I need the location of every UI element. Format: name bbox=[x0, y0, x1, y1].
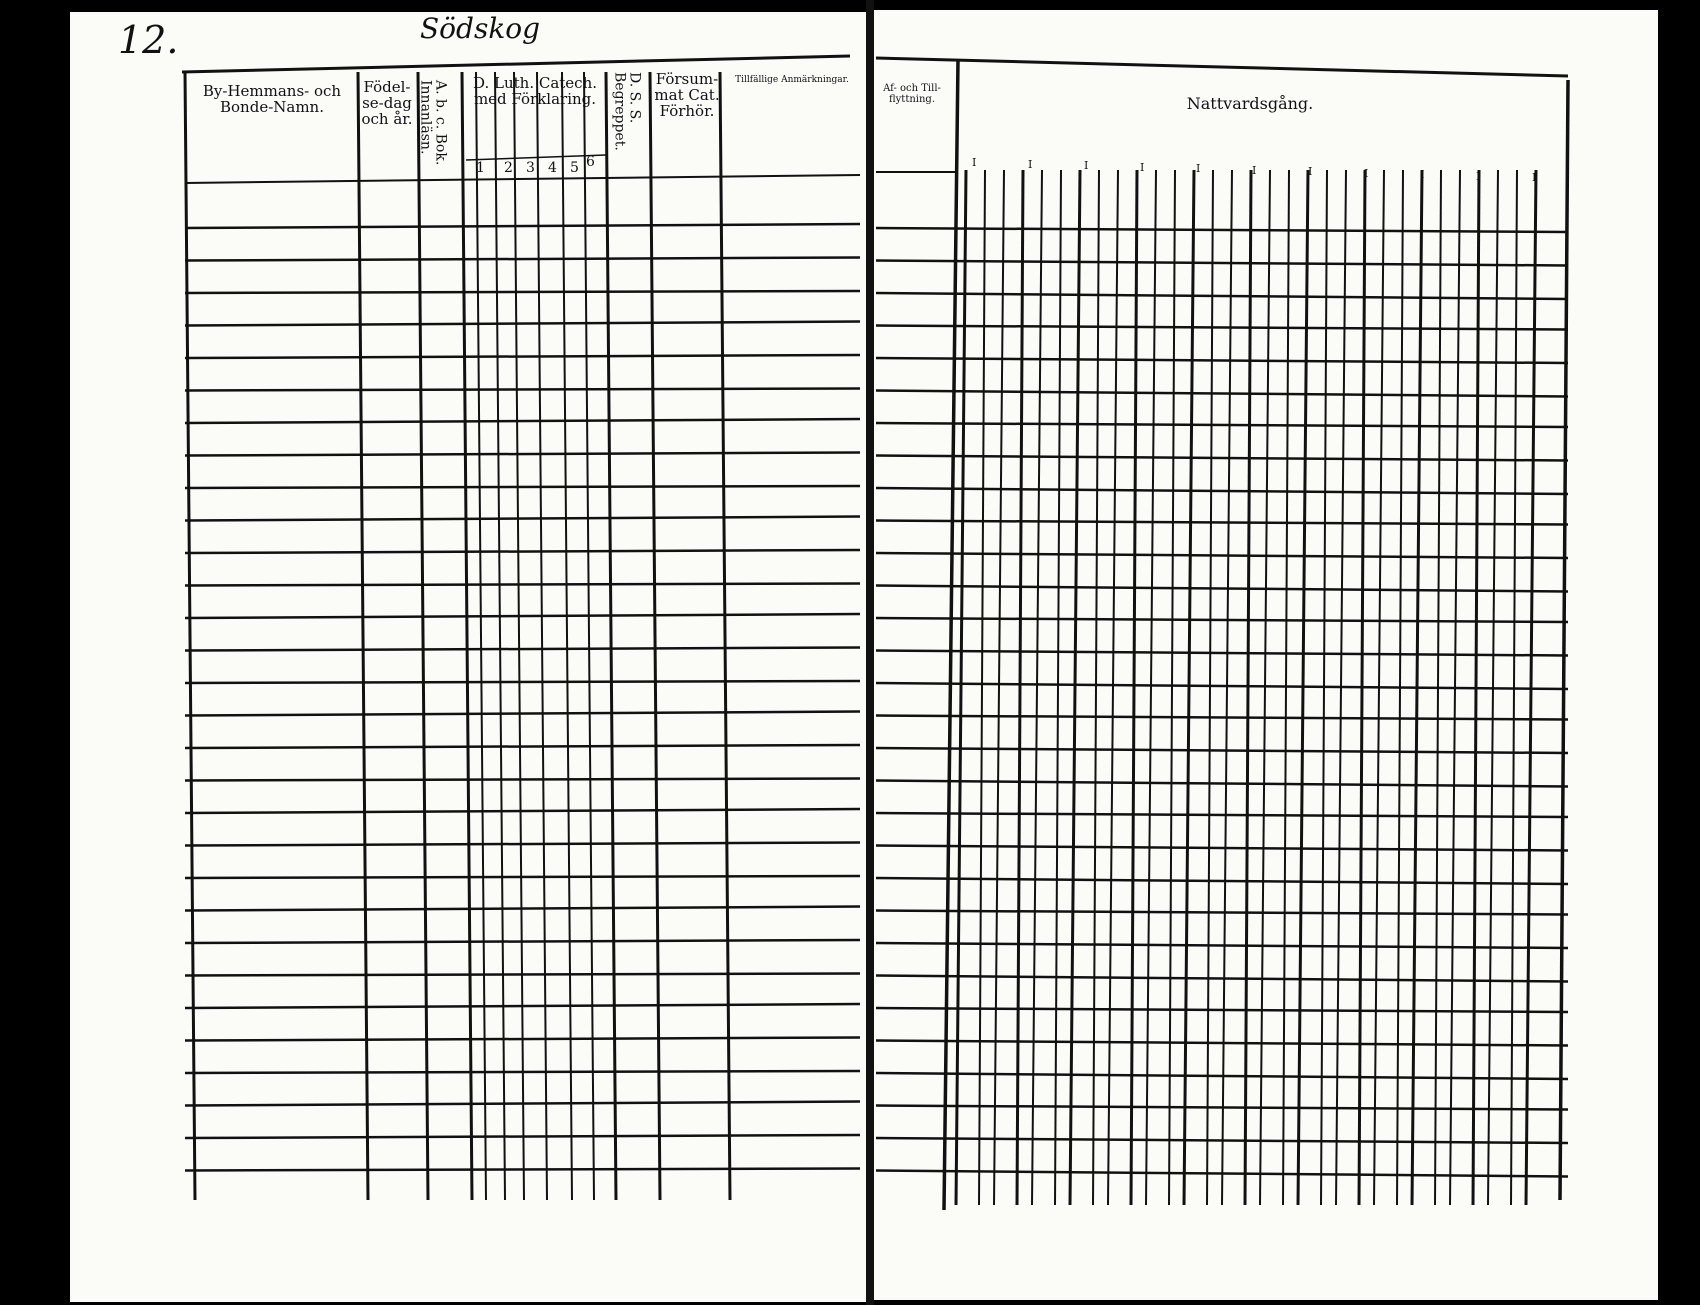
header-birth: Födel-se-dag och år. bbox=[361, 78, 413, 128]
row-line bbox=[876, 781, 1568, 787]
row-line bbox=[185, 224, 860, 228]
row-line bbox=[185, 907, 860, 911]
row-line bbox=[185, 258, 860, 261]
nattvard-mark: I bbox=[1196, 162, 1201, 175]
row-line bbox=[876, 683, 1568, 689]
column-line bbox=[1560, 80, 1568, 1200]
row-line bbox=[185, 1038, 860, 1041]
nattvard-mark: I bbox=[1252, 163, 1257, 177]
header-nattvard: Nattvardsgång. bbox=[1186, 94, 1314, 113]
header-rule bbox=[185, 175, 860, 183]
nattvard-mark: I bbox=[1532, 171, 1537, 184]
row-line bbox=[876, 553, 1568, 558]
row-line bbox=[185, 486, 860, 488]
luth-num: 5 bbox=[570, 160, 579, 176]
column-line bbox=[537, 72, 547, 1200]
column-line bbox=[514, 72, 524, 1200]
header-flyttning: Af- och Till-flyttning. bbox=[883, 83, 941, 105]
header-luth: D. Luth. Catech. med Förklaring. bbox=[472, 74, 598, 108]
row-line bbox=[876, 423, 1568, 427]
row-line bbox=[185, 809, 860, 813]
column-line bbox=[584, 72, 594, 1200]
nattvard-mark: I bbox=[1308, 165, 1313, 178]
row-line bbox=[876, 521, 1568, 525]
row-line bbox=[185, 1071, 860, 1073]
top-rule bbox=[876, 58, 1568, 76]
row-line bbox=[185, 712, 860, 716]
handwritten-place-name: Södskog bbox=[420, 12, 541, 45]
column-line bbox=[720, 72, 730, 1200]
row-line bbox=[876, 261, 1568, 266]
row-line bbox=[876, 228, 1568, 232]
column-line bbox=[1245, 170, 1251, 1205]
luth-num: 3 bbox=[526, 160, 535, 176]
header-name: By-Hemmans- och Bonde-Namn. bbox=[202, 82, 342, 116]
row-line bbox=[876, 878, 1568, 884]
row-line bbox=[876, 651, 1568, 656]
header-forsum: Försum-mat Cat. Förhör. bbox=[654, 70, 720, 120]
column-line bbox=[562, 72, 572, 1200]
column-line bbox=[606, 72, 616, 1200]
column-line bbox=[1169, 170, 1175, 1205]
row-line bbox=[185, 517, 860, 521]
column-line bbox=[1131, 170, 1137, 1205]
row-line bbox=[185, 843, 860, 846]
luth-num: 2 bbox=[504, 160, 513, 176]
handwritten-page-number: 12. bbox=[118, 18, 179, 62]
column-line bbox=[462, 72, 472, 1200]
column-line bbox=[495, 72, 505, 1200]
column-line bbox=[476, 72, 486, 1200]
column-line bbox=[944, 60, 958, 1210]
row-line bbox=[185, 681, 860, 683]
column-line bbox=[185, 72, 195, 1200]
row-line bbox=[876, 748, 1568, 753]
top-rule bbox=[182, 56, 850, 72]
row-line bbox=[185, 876, 860, 878]
column-line bbox=[1207, 170, 1213, 1205]
row-line bbox=[185, 389, 860, 391]
header-dss: D. S. S. Begreppet. bbox=[611, 72, 643, 151]
left-grid bbox=[182, 56, 860, 1200]
row-line bbox=[876, 846, 1568, 851]
row-line bbox=[876, 456, 1568, 461]
row-line bbox=[876, 813, 1568, 817]
column-line bbox=[1146, 170, 1156, 1205]
row-line bbox=[185, 322, 860, 326]
row-line bbox=[185, 648, 860, 651]
row-line bbox=[185, 453, 860, 456]
row-line bbox=[185, 745, 860, 748]
header-tillfallige: Tillfällige Anmärkningar. bbox=[735, 75, 849, 85]
nattvard-mark: I bbox=[1476, 169, 1481, 183]
nattvard-mark: I bbox=[1364, 166, 1369, 180]
row-line bbox=[185, 974, 860, 976]
column-line bbox=[1108, 170, 1118, 1205]
row-line bbox=[185, 940, 860, 943]
row-line bbox=[185, 419, 860, 423]
row-line bbox=[876, 326, 1568, 330]
row-line bbox=[876, 391, 1568, 397]
header-abc: A. b. c. Bok. Innanläsn. bbox=[417, 80, 449, 166]
column-line bbox=[1184, 170, 1194, 1205]
nattvard-mark: I bbox=[1140, 160, 1145, 174]
row-line bbox=[876, 293, 1568, 299]
row-line bbox=[185, 1169, 860, 1171]
column-line bbox=[1070, 170, 1080, 1205]
column-line bbox=[1093, 170, 1099, 1205]
nattvard-mark: I bbox=[1084, 159, 1089, 172]
row-line bbox=[185, 550, 860, 553]
nattvard-mark: I bbox=[972, 156, 977, 169]
row-line bbox=[185, 355, 860, 358]
luth-num: 6 bbox=[586, 154, 595, 170]
row-line bbox=[185, 614, 860, 618]
nattvard-mark: I bbox=[1420, 168, 1425, 181]
row-line bbox=[876, 586, 1568, 592]
right-grid bbox=[876, 58, 1568, 1210]
luth-num: 4 bbox=[548, 160, 557, 176]
luth-num: 1 bbox=[476, 160, 485, 176]
row-line bbox=[876, 358, 1568, 363]
column-line bbox=[1222, 170, 1232, 1205]
column-line bbox=[1055, 170, 1061, 1205]
row-line bbox=[185, 1135, 860, 1138]
column-line bbox=[650, 72, 660, 1200]
column-line bbox=[358, 72, 368, 1200]
row-line bbox=[876, 618, 1568, 622]
row-line bbox=[876, 488, 1568, 494]
row-line bbox=[185, 779, 860, 781]
row-line bbox=[185, 291, 860, 293]
nattvard-mark: I bbox=[1028, 157, 1033, 171]
column-line bbox=[418, 72, 428, 1200]
row-line bbox=[185, 584, 860, 586]
row-line bbox=[876, 716, 1568, 720]
